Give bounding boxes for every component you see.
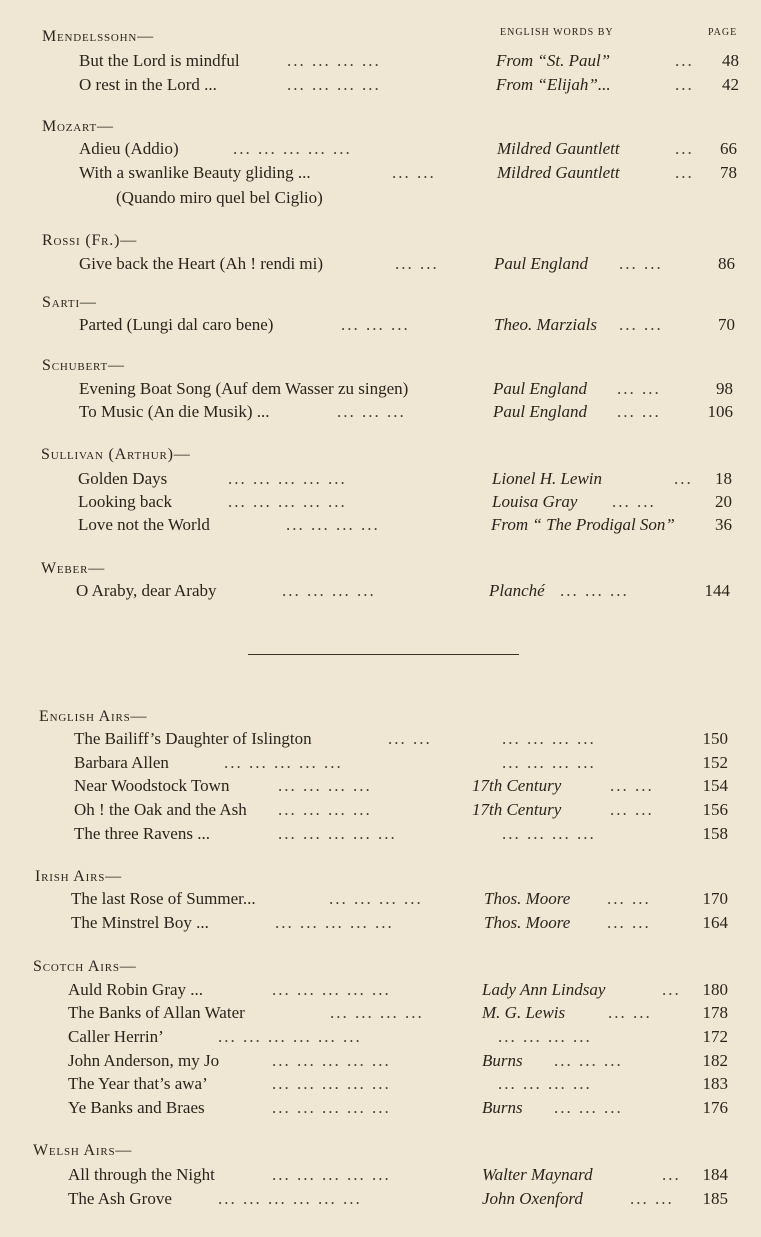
page-number: 156 <box>702 800 728 819</box>
song-title: John Anderson, my Jo <box>68 1051 220 1070</box>
page-number: 184 <box>702 1165 728 1184</box>
leader-dots: ... ... ... ... ... <box>224 753 343 772</box>
leader-dots: ... ... ... ... ... <box>272 1098 391 1117</box>
page-number: 150 <box>702 729 728 748</box>
list-item <box>78 469 738 491</box>
leader-dots: ... ... <box>619 315 663 334</box>
page-number: 42 <box>722 75 739 94</box>
leader-dots: ... ... ... ... ... <box>272 1074 391 1093</box>
list-item <box>68 1165 732 1187</box>
leader-dots: ... ... <box>392 163 436 182</box>
song-title: Golden Days <box>78 469 168 488</box>
song-title: O Araby, dear Araby <box>76 581 217 600</box>
page-number: 70 <box>718 315 735 334</box>
source: Thos. Moore <box>484 913 571 932</box>
song-title: But the Lord is mindful <box>79 51 240 70</box>
song-title: The three Ravens ... <box>74 824 210 843</box>
leader-dots: ... ... <box>610 776 654 795</box>
leader-dots: ... <box>674 469 693 488</box>
source: 17th Century <box>472 800 562 819</box>
source: From “St. Paul” <box>496 51 611 70</box>
page-number: 185 <box>702 1189 728 1208</box>
source: Paul England <box>493 379 587 398</box>
song-title: All through the Night <box>68 1165 215 1184</box>
page-number: 20 <box>715 492 732 511</box>
leader-dots: ... ... <box>612 492 656 511</box>
header-page: PAGE <box>708 27 738 38</box>
song-title: To Music (An die Musik) ... <box>79 402 270 421</box>
leader-dots: ... <box>662 980 681 999</box>
leader-dots: ... <box>675 139 694 158</box>
leader-dots: ... ... <box>617 379 661 398</box>
list-item <box>78 515 738 537</box>
page-number: 180 <box>702 980 728 999</box>
leader-dots: ... ... ... ... <box>287 51 381 70</box>
song-title: Oh ! the Oak and the Ash <box>74 800 247 819</box>
section-title: Irish Airs— <box>35 868 122 885</box>
page-number: 106 <box>707 402 733 421</box>
leader-dots: ... ... ... ... ... <box>275 913 394 932</box>
song-title: Barbara Allen <box>74 753 169 772</box>
list-item <box>79 139 739 161</box>
song-title: The Minstrel Boy ... <box>71 913 209 932</box>
leader-dots: ... ... <box>607 913 651 932</box>
leader-dots: ... ... ... ... <box>282 581 376 600</box>
leader-dots: ... <box>662 1165 681 1184</box>
song-title: Love not the World <box>78 515 210 534</box>
list-item <box>79 315 739 337</box>
list-item <box>68 1003 732 1025</box>
source: Louisa Gray <box>492 492 578 511</box>
leader-dots: ... ... ... ... <box>286 515 380 534</box>
leader-dots: ... ... ... ... ... <box>228 469 347 488</box>
page-number: 170 <box>702 889 728 908</box>
song-title: Looking back <box>78 492 172 511</box>
list-item <box>74 824 734 846</box>
page-number: 98 <box>716 379 733 398</box>
page-number: 178 <box>702 1003 728 1022</box>
section-title: Rossi (Fr.)— <box>42 232 138 249</box>
list-item <box>68 1189 732 1211</box>
leader-dots: ... ... ... ... <box>278 776 372 795</box>
section-title: Sullivan (Arthur)— <box>41 446 191 463</box>
leader-dots: ... ... ... ... <box>329 889 423 908</box>
source: Lady Ann Lindsay <box>482 980 606 999</box>
leader-dots: ... ... <box>607 889 651 908</box>
source: Planché <box>489 581 545 600</box>
list-item <box>71 889 731 911</box>
leader-dots: ... ... ... <box>341 315 410 334</box>
list-item <box>68 1027 732 1049</box>
leader-dots: ... ... ... ... ... <box>278 824 397 843</box>
list-item <box>79 163 739 185</box>
list-item <box>68 1051 732 1073</box>
leader-dots: ... ... ... ... <box>330 1003 424 1022</box>
song-title: The Year that’s awa’ <box>68 1074 208 1093</box>
section-title: Schubert— <box>42 357 125 374</box>
list-item <box>74 753 734 775</box>
source: Paul England <box>493 402 587 421</box>
leader-dots: ... <box>675 51 694 70</box>
song-title: Ye Banks and Braes <box>68 1098 205 1117</box>
page-number: 48 <box>722 51 739 70</box>
leader-dots: ... ... <box>619 254 663 273</box>
song-title: Evening Boat Song (Auf dem Wasser zu singen) <box>79 379 409 398</box>
song-title: Near Woodstock Town <box>74 776 230 795</box>
section-title: Sarti— <box>42 294 97 311</box>
page-number: 158 <box>702 824 728 843</box>
source: Thos. Moore <box>484 889 571 908</box>
song-title: Auld Robin Gray ... <box>68 980 204 999</box>
song-title: The Bailiff’s Daughter of Islington <box>74 729 312 748</box>
source: M. G. Lewis <box>482 1003 566 1022</box>
source: Walter Maynard <box>482 1165 593 1184</box>
divider-rule <box>248 654 519 655</box>
page-number: 176 <box>702 1098 728 1117</box>
song-title: The last Rose of Summer... <box>71 889 256 908</box>
leader-dots: ... ... ... <box>554 1051 623 1070</box>
leader-dots: ... ... ... ... ... ... <box>218 1027 362 1046</box>
song-title: Caller Herrin’ <box>68 1027 164 1046</box>
list-item <box>74 776 734 798</box>
song-title: Give back the Heart (Ah ! rendi mi) <box>79 254 324 273</box>
section-title: Scotch Airs— <box>33 958 137 975</box>
list-item <box>79 402 739 424</box>
page-number: 172 <box>702 1027 728 1046</box>
source: Mildred Gauntlett <box>497 163 620 182</box>
leader-dots: ... ... ... ... ... <box>233 139 352 158</box>
leader-dots: ... ... ... ... ... <box>272 1165 391 1184</box>
song-title: Adieu (Addio) <box>79 139 179 158</box>
page-number: 154 <box>702 776 728 795</box>
page-number: 36 <box>715 515 732 534</box>
leader-dots: ... ... ... ... ... <box>228 492 347 511</box>
leader-dots: ... ... <box>617 402 661 421</box>
page-number: 18 <box>715 469 732 488</box>
song-title: With a swanlike Beauty gliding ... <box>79 163 311 182</box>
list-item <box>79 254 739 276</box>
list-item <box>79 75 739 97</box>
section-title: Weber— <box>41 560 106 577</box>
leader-dots: ... ... <box>388 729 432 748</box>
leader-dots: ... ... <box>608 1003 652 1022</box>
leader-dots: ... ... ... ... <box>287 75 381 94</box>
list-item <box>74 800 734 822</box>
section-title: English Airs— <box>39 708 148 725</box>
page-number: 144 <box>704 581 730 600</box>
section-title: Welsh Airs— <box>33 1142 133 1159</box>
source: John Oxenford <box>482 1189 583 1208</box>
leader-dots: ... ... <box>395 254 439 273</box>
list-item <box>68 1098 732 1120</box>
page-number: 86 <box>718 254 735 273</box>
song-title: The Ash Grove <box>68 1189 172 1208</box>
leader-dots: ... ... <box>610 800 654 819</box>
list-item <box>76 581 736 603</box>
song-title: The Banks of Allan Water <box>68 1003 245 1022</box>
source: Theo. Marzials <box>494 315 597 334</box>
page-number: 182 <box>702 1051 728 1070</box>
list-item <box>79 51 739 73</box>
page-number: 164 <box>702 913 728 932</box>
list-item <box>79 379 739 401</box>
leader-dots: ... ... ... <box>337 402 406 421</box>
source: Burns <box>482 1051 523 1070</box>
page-number: 152 <box>702 753 728 772</box>
header-english-words-by: ENGLISH WORDS BY <box>500 27 614 38</box>
page-number: 78 <box>720 163 737 182</box>
leader-dots: ... ... ... ... <box>502 824 596 843</box>
song-title: O rest in the Lord ... <box>79 75 217 94</box>
source: From “ The Prodigal Son” <box>491 515 675 534</box>
list-item <box>68 1074 732 1096</box>
leader-dots: ... ... ... <box>560 581 629 600</box>
leader-dots: ... ... ... ... <box>498 1027 592 1046</box>
list-item <box>68 980 732 1002</box>
page-number: 66 <box>720 139 737 158</box>
page-number: 183 <box>702 1074 728 1093</box>
list-item <box>78 492 738 514</box>
leader-dots: ... ... ... ... ... <box>272 1051 391 1070</box>
source: Mildred Gauntlett <box>497 139 620 158</box>
leader-dots: ... <box>675 163 694 182</box>
source: 17th Century <box>472 776 562 795</box>
leader-dots: ... ... ... ... <box>278 800 372 819</box>
leader-dots: ... ... ... ... ... <box>272 980 391 999</box>
list-item <box>71 913 731 935</box>
leader-dots: ... ... ... ... <box>502 753 596 772</box>
source: Paul England <box>494 254 588 273</box>
leader-dots: ... ... ... ... <box>498 1074 592 1093</box>
source: From “Elijah”... <box>496 75 611 94</box>
list-item <box>74 729 734 751</box>
source: Burns <box>482 1098 523 1117</box>
leader-dots: ... <box>675 75 694 94</box>
source: Lionel H. Lewin <box>492 469 603 488</box>
leader-dots: ... ... ... ... ... ... <box>218 1189 362 1208</box>
section-title: Mozart— <box>42 118 114 135</box>
song-subtitle: (Quando miro quel bel Ciglio) <box>116 188 323 207</box>
leader-dots: ... ... ... ... <box>502 729 596 748</box>
song-title: Parted (Lungi dal caro bene) <box>79 315 274 334</box>
section-title: Mendelssohn— <box>42 28 154 45</box>
leader-dots: ... ... ... <box>554 1098 623 1117</box>
leader-dots: ... ... <box>630 1189 674 1208</box>
